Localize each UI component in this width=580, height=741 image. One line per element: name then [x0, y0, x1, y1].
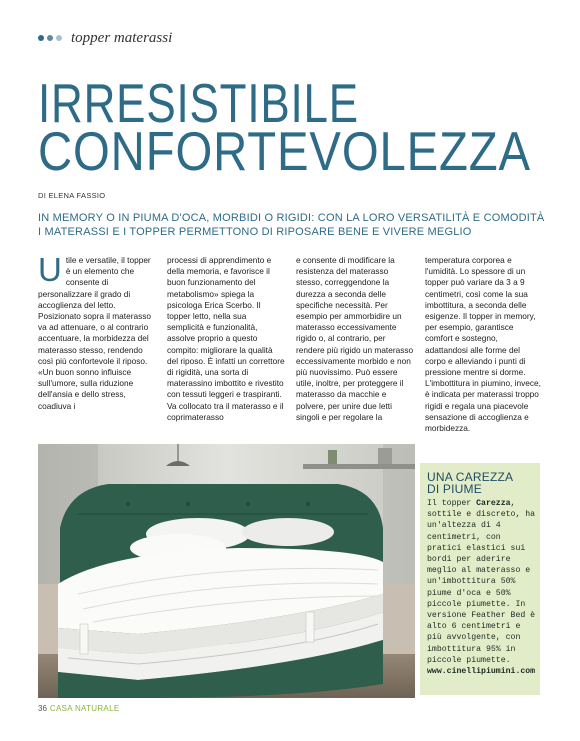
body-column-1	[38, 251, 156, 412]
title-line-1: IRRESISTIBILE	[38, 72, 359, 134]
sidebar-text	[427, 498, 539, 677]
sidebar-text-body: , sottile e discreto, ha un'altezza di 4 centimetri, con pratici elastici sui bordi per aderire meglio al materasso e un'imbottitura 50% piume d'oca e 50% piccole piumette. In versione Feather Bed è alto 6 centimetri e più avvolgente, con imbottitura 95% in piccole piumette.	[427, 499, 536, 665]
title-line-2: CONFORTEVOLEZZA	[38, 120, 531, 182]
dot-2	[47, 35, 53, 41]
body-text-3: e consente di modificare la resistenza del materasso stesso, correggendone la durezza a seconda delle specifiche necessità. Per esempio per ammorbidire un materasso eccessivamente rigido o, al contrario, per rendere più rigido un materasso eccessivamente morbido e non più nuovissimo. Può essere utile, inoltre, per proteggere il materasso da macchie e polvere, per unire due letti singoli e per regolare la	[296, 255, 414, 422]
page-number: 36	[38, 704, 47, 713]
dot-3	[56, 35, 62, 41]
body-text-4: temperatura corporea e l'umidità. Lo spessore di un topper può variare da 3 a 9 centimetri, così come la sua imbottitura, a seconda delle esigenze. Il topper in memory, per esempio, garantisce comfort e sostegno, adattandosi alle forme del corpo e alleviando i punti di pressione mentre si dorme. L'imbottitura in piumino, invece, è indicata per materassi troppo rigidi e regala una piacevole sensazione di accoglienza e morbidezza.	[425, 255, 541, 434]
byline: DI ELENA FASSIO	[38, 191, 106, 200]
sidebar-box	[420, 463, 540, 695]
body-text-2: processi di apprendimento e della memoria, e favorisce il buon funzionamento del metabolismo» spiega la psicologa Erica Scerbo. Il topper letto, nella sua semplicità e funzionalità, assolve proprio a questo compito: migliorare la qualità del riposo. È infatti un correttore di rigidità, una sorta di materassino imbottito e rivestito con tessuti leggeri e traspiranti. Va collocato tra il materasso e il coprimaterasso	[167, 255, 285, 422]
body-text-1: tile e versatile, il topper è un elemento che consente di personalizzare il grado di accoglienza del letto. Posizionato sopra il materasso va ad attenuare, o al contrario accentuare, la morbidezza del materasso stesso, rendendo così più confortevole il riposo. «Un buon sonno influisce sull'umore, sulla riduzione dell'ansia e dello stress, coadiuva i	[38, 255, 151, 411]
body-column-3	[296, 255, 414, 423]
section-label: topper materassi	[71, 30, 173, 46]
body-column-2	[167, 255, 285, 423]
sidebar-text-intro: Il topper	[427, 499, 477, 508]
dot-1	[38, 35, 44, 41]
sidebar-brand: Carezza	[476, 499, 511, 508]
sidebar-title-line-2: DI PIUME	[427, 482, 482, 496]
magazine-name: CASA NATURALE	[49, 704, 120, 713]
body-column-4	[425, 255, 543, 434]
bed-photo	[38, 444, 415, 698]
sidebar-url[interactable]: www.cinellipiumini.com	[427, 667, 536, 677]
footer	[38, 704, 119, 713]
sidebar-title-line-1: UNA CAREZZA	[427, 470, 514, 484]
lead-paragraph: IN MEMORY O IN PIUMA D'OCA, MORBIDI O RIGIDI: CON LA LORO VERSATILITÀ E COMODITÀ I MATERASSI E I TOPPER PERMETTONO DI RIPOSARE BENE E VIVERE MEGLIO	[38, 212, 545, 238]
sidebar-title	[427, 471, 513, 495]
section-dots	[38, 35, 62, 41]
drop-cap: U	[38, 251, 62, 288]
bed-illustration	[38, 444, 415, 698]
